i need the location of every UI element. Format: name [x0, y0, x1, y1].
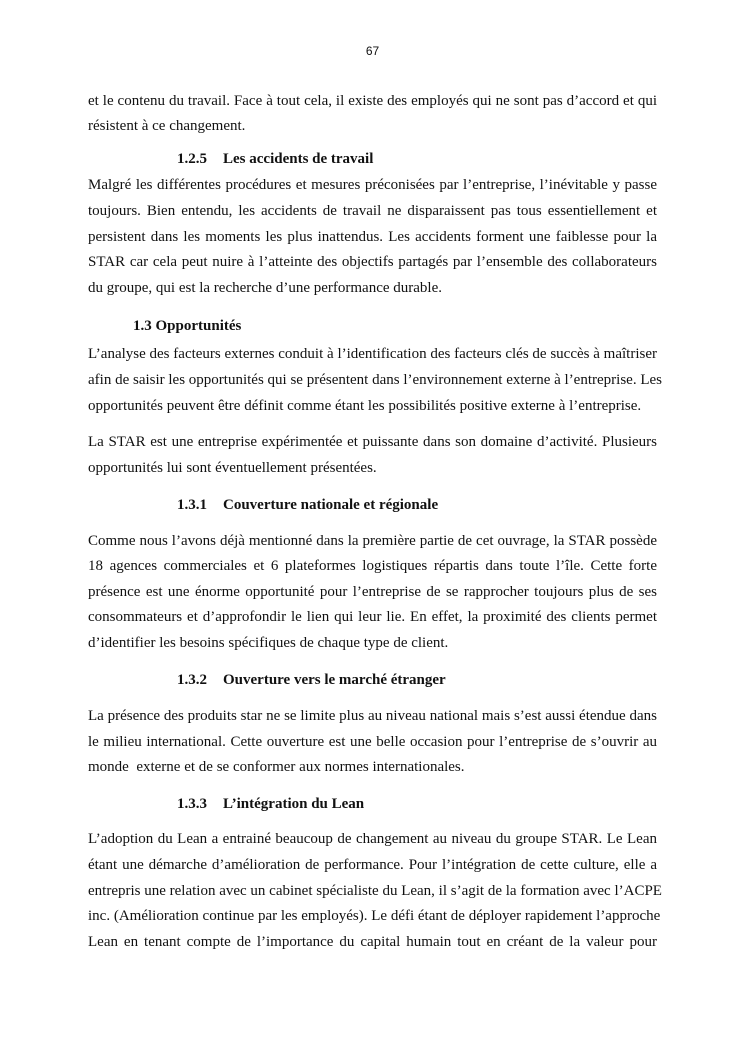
- heading-title: Couverture nationale et régionale: [223, 497, 439, 513]
- text-line: La STAR est une entreprise expérimentée et puissante dans son domaine d’activité. Plusieurs: [88, 434, 657, 450]
- heading-number: 1.2.5: [177, 151, 207, 167]
- text-line: monde externe et de se conformer aux normes internationales.: [88, 759, 465, 775]
- text-line: le milieu international. Cette ouverture est une belle occasion pour l’entreprise de s’ouvrir au: [88, 734, 657, 750]
- heading-number: 1.3.3: [177, 796, 207, 812]
- text-line: étant une démarche d’amélioration de performance. Pour l’intégration de cette culture, elle a: [88, 857, 657, 873]
- text-line: STAR car cela peut nuire à l’atteinte des objectifs partagés par l’ensemble des collaborateurs: [88, 254, 657, 270]
- heading-number: 1.3.1: [177, 497, 207, 513]
- heading-title: L’intégration du Lean: [223, 796, 365, 812]
- text-line: toujours. Bien entendu, les accidents de travail ne disparaissent pas tous essentiellement et: [88, 203, 657, 219]
- text-line: persistent dans les moments les plus inattendus. Les accidents forment une faiblesse pour la: [88, 229, 657, 245]
- text-line: Malgré les différentes procédures et mesures préconisées par l’entreprise, l’inévitable y passe: [88, 177, 657, 193]
- text-line: du groupe, qui est la recherche d’une performance durable.: [88, 280, 443, 296]
- heading-title: Ouverture vers le marché étranger: [223, 672, 446, 688]
- text-line: 18 agences commerciales et 6 plateformes logistiques répartis dans toute l’île. Cette forte: [88, 558, 657, 574]
- text-line: entrepris une relation avec un cabinet spécialiste du Lean, il s’agit de la formation avec l’ACPE: [88, 883, 662, 899]
- text-line: consommateurs et d’approfondir le lien qui leur lie. En effet, la proximité des clients permet: [88, 609, 657, 625]
- page-number: 67: [365, 44, 380, 58]
- text-line: résistent à ce changement.: [88, 118, 246, 134]
- text-line: afin de saisir les opportunités qui se présentent dans l’environnement externe à l’entreprise. Les: [88, 372, 662, 388]
- text-line: opportunités lui sont éventuellement présentées.: [88, 460, 377, 476]
- text-line: La présence des produits star ne se limite plus au niveau national mais s’est aussi étendue dans: [88, 708, 657, 724]
- text-line: Comme nous l’avons déjà mentionné dans la première partie de cet ouvrage, la STAR possède: [88, 533, 657, 549]
- text-line: d’identifier les besoins spécifiques de chaque type de client.: [88, 635, 449, 651]
- heading-1-3: 1.3 Opportunités: [133, 318, 242, 334]
- text-line: L’adoption du Lean a entrainé beaucoup de changement au niveau du groupe STAR. Le Lean: [88, 831, 657, 847]
- text-line: Lean en tenant compte de l’importance du capital humain tout en créant de la valeur pour: [88, 934, 657, 950]
- text-line: opportunités peuvent être définit comme étant les possibilités positive externe à l’entreprise.: [88, 398, 642, 414]
- text-line: et le contenu du travail. Face à tout cela, il existe des employés qui ne sont pas d’accord et qui: [88, 93, 657, 109]
- text-line: L’analyse des facteurs externes conduit à l’identification des facteurs clés de succès à maîtriser: [88, 346, 657, 362]
- heading-title: Les accidents de travail: [223, 151, 374, 167]
- heading-number: 1.3.2: [177, 672, 207, 688]
- text-line: présence est une énorme opportunité pour l’entreprise de se rapprocher toujours plus de ses: [88, 584, 657, 600]
- text-line: inc. (Amélioration continue par les employés). Le défi étant de déployer rapidement l’approche: [88, 908, 661, 924]
